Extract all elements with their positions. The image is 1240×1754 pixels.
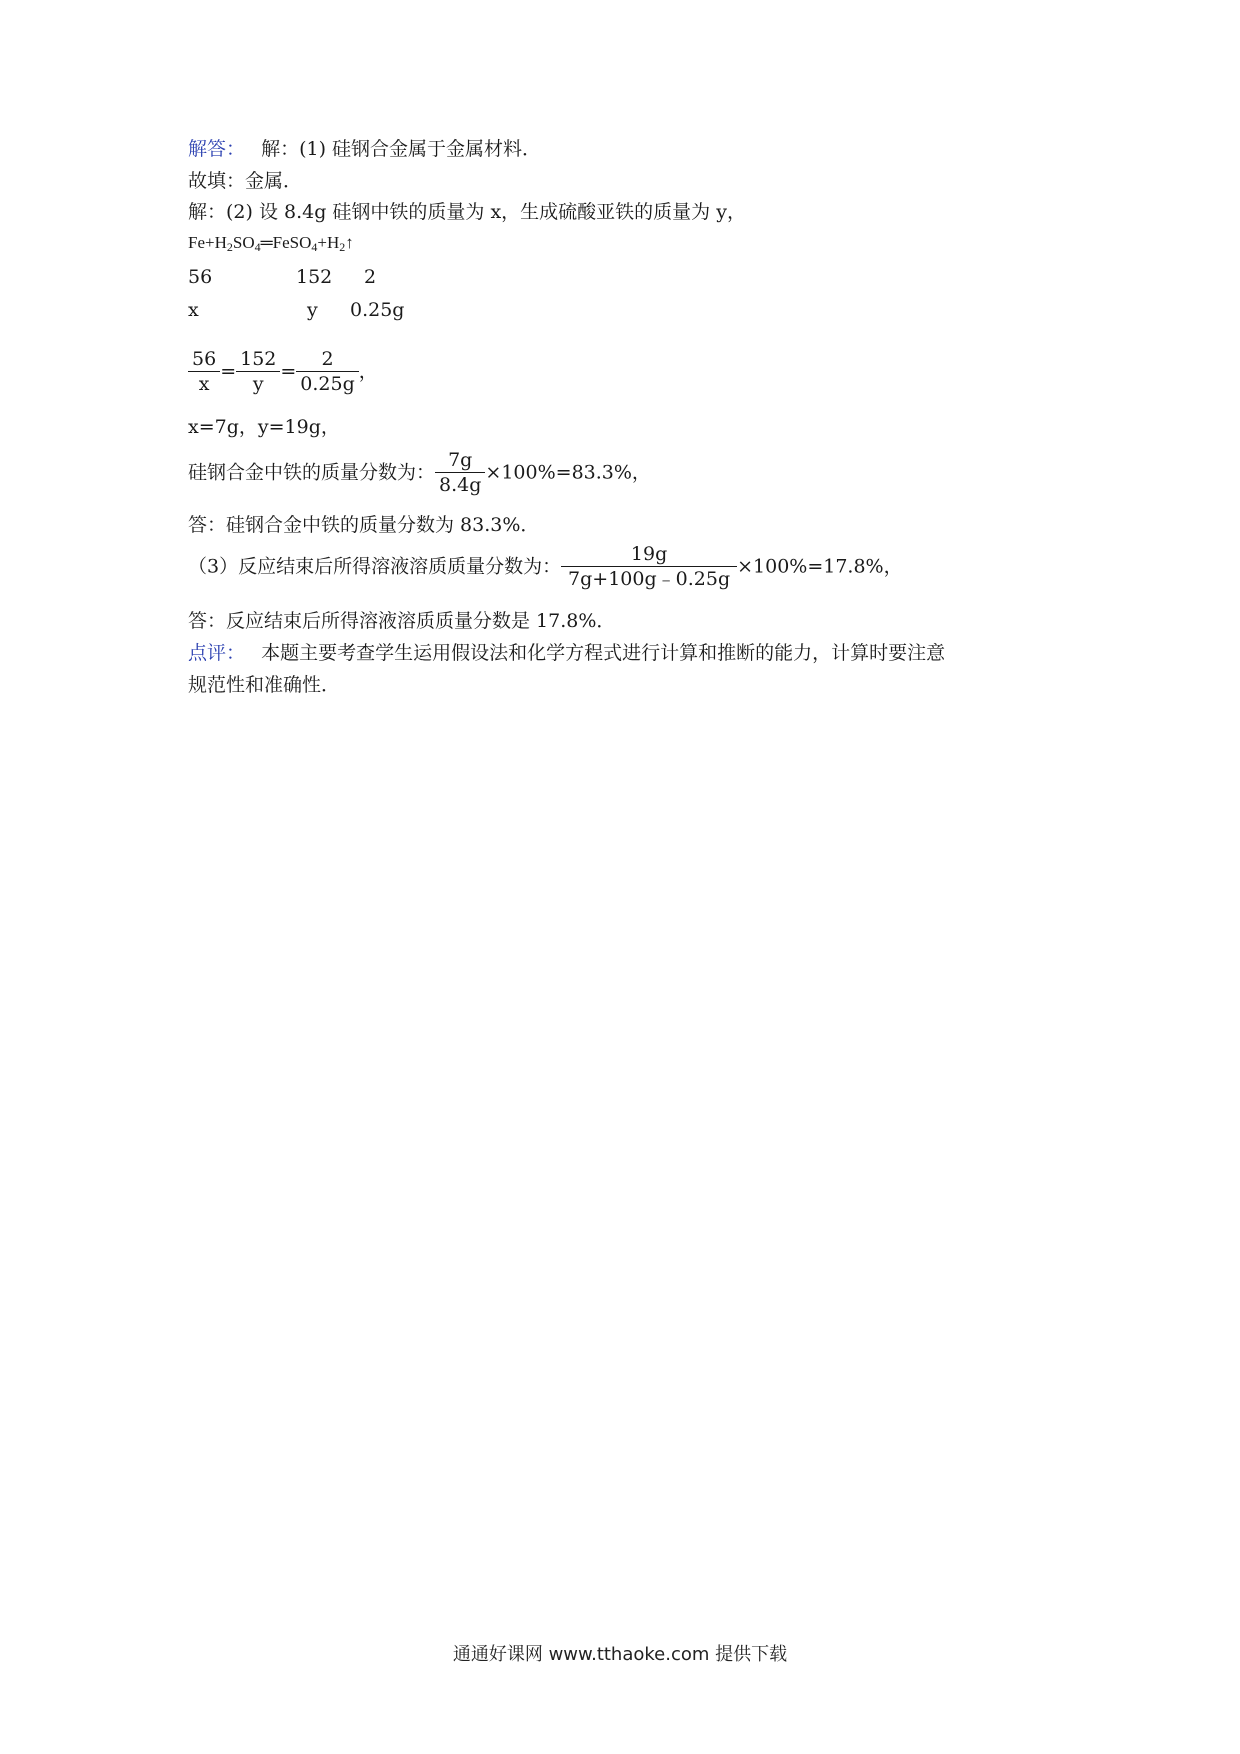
eq-sub: 2: [339, 240, 346, 254]
mass-row-1c: 2: [364, 266, 377, 288]
iron-fraction-suffix: ×100%=83.3%，: [485, 461, 651, 484]
ratio-fraction-1: [188, 347, 220, 396]
iron-fraction: [435, 448, 485, 497]
mass-row-2a: x: [188, 299, 199, 321]
chemical-equation: [188, 230, 354, 260]
answer-line-3: 解：(2) 设 8.4g 硅钢中铁的质量为 x，生成硫酸亚铁的质量为 y，: [188, 201, 746, 223]
eq-sub: 4: [311, 240, 318, 254]
gas-arrow-icon: ↑: [345, 233, 354, 252]
eq-part: SO: [232, 233, 255, 252]
mass-row-2b: y: [307, 299, 318, 321]
answer-line-2: 故填：金属．: [188, 170, 303, 192]
eq-part: Fe+H: [188, 233, 227, 252]
review-label: 点评：: [188, 642, 246, 664]
numerator: 2: [296, 347, 358, 372]
solution-fraction-prefix: （3）反应结束后所得溶液溶质质量分数为：: [188, 555, 562, 578]
denominator: 8.4g: [439, 474, 482, 496]
answer-iron: 答：硅钢合金中铁的质量分数为 83.3%．: [188, 514, 540, 536]
iron-fraction-line: [188, 448, 651, 497]
review-line-2: 规范性和准确性．: [188, 674, 341, 696]
mass-row-2c: 0.25g: [350, 299, 405, 321]
ratio-equation: $\frac{56}{x}$ = $\frac{152}{y}$ = $\frac{2}{0.25g}$ ，: [188, 347, 378, 396]
solve-line: x=7g，y=19g，: [188, 416, 340, 438]
numerator: 152: [236, 347, 280, 372]
answer-label: 解答：: [188, 138, 246, 160]
numerator: 19g: [561, 542, 737, 567]
denominator: 0.25g: [300, 373, 355, 395]
eq-sub: 4: [254, 240, 261, 254]
eq-sub: 2: [226, 240, 233, 254]
review-line-1: [188, 640, 945, 666]
solution-fraction-line: [188, 542, 903, 591]
solution-fraction-suffix: ×100%=17.8%，: [737, 555, 903, 578]
numerator: 56: [188, 347, 220, 372]
solution-fraction: [561, 542, 737, 591]
mass-row-1a: 56: [188, 266, 213, 288]
ratio-tail: ，: [358, 360, 378, 383]
eq-part: ═FeSO: [260, 233, 312, 252]
ratio-fraction-3: [296, 347, 358, 396]
eq-part: +H: [317, 233, 340, 252]
answer-line-1: [188, 136, 541, 162]
footer-credit: 通通好课网 www.tthaoke.com 提供下载: [452, 1644, 788, 1665]
ratio-fraction-2: [236, 347, 280, 396]
denominator: 7g+100g﹣0.25g: [568, 568, 731, 590]
review-text-1: 本题主要考查学生运用假设法和化学方程式进行计算和推断的能力，计算时要注意: [261, 642, 946, 664]
answer-text-1: 解：(1) 硅钢合金属于金属材料．: [261, 138, 542, 160]
iron-fraction-prefix: 硅钢合金中铁的质量分数为：: [188, 461, 436, 484]
mass-row-1b: 152: [296, 266, 333, 288]
denominator: x: [198, 373, 210, 395]
numerator: 7g: [435, 448, 485, 473]
denominator: y: [252, 373, 264, 395]
answer-solution: 答：反应结束后所得溶液溶质质量分数是 17.8%．: [188, 610, 616, 632]
